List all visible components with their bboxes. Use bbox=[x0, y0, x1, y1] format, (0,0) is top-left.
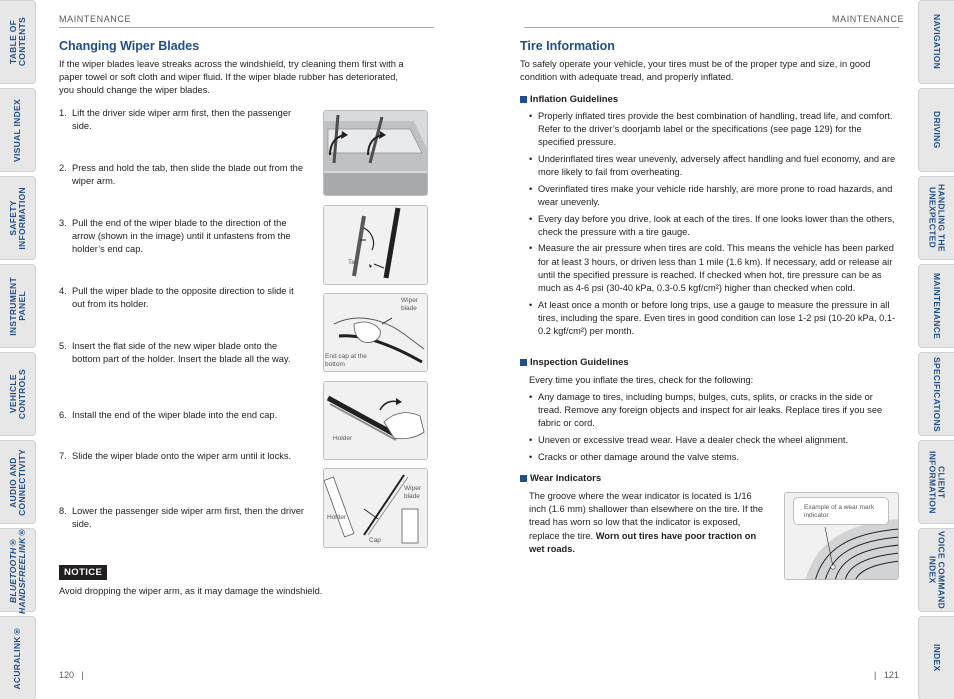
step-8 bbox=[59, 505, 304, 531]
list-item: • Cracks or other damage around the valve stems. bbox=[529, 451, 899, 464]
wiper-arms-illustration bbox=[323, 110, 428, 196]
section-square-icon bbox=[520, 96, 527, 103]
tab-label: ACURALINK® bbox=[12, 626, 23, 690]
label-tab: Tab bbox=[348, 259, 359, 266]
tab-label: NAVIGATION bbox=[931, 14, 942, 70]
step-text: Press and hold the tab, then slide the blade out from the wiper arm. bbox=[72, 163, 304, 187]
left-section-tabs bbox=[0, 0, 36, 699]
left-running-header: MAINTENANCE bbox=[59, 14, 132, 24]
section-square-icon bbox=[520, 359, 527, 366]
list-item: • Underinflated tires wear unevenly, adversely affect handling and fuel economy, and are more likely to fail from overheating. bbox=[529, 153, 899, 179]
wear-text bbox=[529, 490, 769, 556]
notice-text: Avoid dropping the wiper arm, as it may damage the windshield. bbox=[59, 586, 323, 596]
tab-index[interactable] bbox=[918, 616, 954, 699]
step-number: 1. bbox=[59, 108, 67, 118]
tab-label: HANDLING THE UNEXPECTED bbox=[927, 184, 947, 252]
step-number: 4. bbox=[59, 286, 67, 296]
tab-label: MAINTENANCE bbox=[931, 272, 942, 340]
tab-maintenance[interactable] bbox=[918, 264, 954, 348]
inspection-heading bbox=[520, 357, 629, 368]
tab-safety-information[interactable] bbox=[0, 176, 36, 260]
tab-label: DRIVING bbox=[931, 111, 942, 149]
label-wiper-blade: Wiper blade bbox=[401, 297, 418, 312]
step-number: 5. bbox=[59, 341, 67, 351]
step-text: Lift the driver side wiper arm first, then the passenger side. bbox=[72, 108, 292, 132]
step-number: 8. bbox=[59, 506, 67, 516]
tab-label: AUDIO AND CONNECTIVITY bbox=[7, 448, 27, 516]
step-4 bbox=[59, 285, 304, 311]
right-section-tabs bbox=[918, 0, 954, 699]
page-number-left: 120 | bbox=[59, 670, 84, 680]
step-5 bbox=[59, 340, 304, 366]
step-number: 6. bbox=[59, 410, 67, 420]
tab-visual-index[interactable] bbox=[0, 88, 36, 172]
step-number: 3. bbox=[59, 218, 67, 228]
left-header-rule bbox=[59, 27, 434, 28]
page-title-wiper: Changing Wiper Blades bbox=[59, 39, 200, 53]
tab-label: INSTRUMENT PANEL bbox=[7, 276, 27, 336]
tab-handling-unexpected[interactable] bbox=[918, 176, 954, 260]
label-holder-2: Holder bbox=[327, 514, 347, 521]
label-wear-indicator: Example of a wear mark indicator bbox=[804, 504, 875, 519]
tab-driving[interactable] bbox=[918, 88, 954, 172]
tire-intro: To safely operate your vehicle, your tires must be of the proper type and size, in good condition with adequate tread, and properly inflated. bbox=[520, 59, 871, 83]
callout-box bbox=[793, 497, 889, 525]
list-item: • Properly inflated tires provide the best combination of handling, tread life, and comfort. Refer to the driver’s doorjamb label or the specifications (see page 129) for the specified pressure. bbox=[529, 110, 899, 150]
label-holder: Holder bbox=[333, 435, 353, 442]
tab-acuralink[interactable] bbox=[0, 616, 36, 699]
wiper-cap-illustration bbox=[323, 468, 428, 548]
heading-text: Inspection Guidelines bbox=[530, 357, 629, 368]
wear-body: The groove where the wear indicator is located is 1/16 inch (1.6 mm) shallower than elsewhere on the tire. If the tread has worn so low that the indicator is exposed, replace the tire. bbox=[529, 491, 764, 541]
list-item: • At least once a month or before long trips, use a gauge to measure the pressure in all tires, including the spare. Even tires in good condition can lose 1-2 psi (10-20 kPa, 0.1-0.2 kgf/cm²) per month. bbox=[529, 299, 899, 339]
tab-table-of-contents[interactable] bbox=[0, 0, 36, 84]
right-header-rule bbox=[524, 27, 899, 28]
tab-audio-connectivity[interactable] bbox=[0, 440, 36, 524]
list-item: • Uneven or excessive tread wear. Have a dealer check the wheel alignment. bbox=[529, 434, 899, 447]
step-number: 2. bbox=[59, 163, 67, 173]
wiper-intro: If the wiper blades leave streaks across the windshield, try cleaning them first with a paper towel or soft cloth and wiper fluid. If the wiper blade rubber has deteriorated, you should change the wiper blades. bbox=[59, 59, 404, 96]
tab-label: TABLE OF CONTENTS bbox=[7, 17, 27, 67]
tab-specifications[interactable] bbox=[918, 352, 954, 436]
tab-label: CLIENT INFORMATION bbox=[927, 450, 947, 514]
tab-label: BLUETOOTH® HANDSFREELINK® bbox=[7, 526, 27, 614]
inflation-list bbox=[529, 110, 899, 342]
list-item: • Overinflated tires make your vehicle ride harshly, are more prone to road hazards, and wear unevenly. bbox=[529, 183, 899, 209]
tab-label: SPECIFICATIONS bbox=[931, 356, 942, 432]
page-number-right: | 121 bbox=[874, 670, 899, 680]
tab-instrument-panel[interactable] bbox=[0, 264, 36, 348]
wear-heading bbox=[520, 473, 601, 484]
step-text: Pull the end of the wiper blade to the direction of the arrow (shown in the image) until it unfastens from the holder’s end cap. bbox=[72, 218, 291, 255]
list-item: • Every day before you drive, look at each of the tires. If one looks lower than the others, check the pressure with a tire gauge. bbox=[529, 213, 899, 239]
tab-bluetooth-handsfreelink[interactable] bbox=[0, 528, 36, 612]
inflation-heading bbox=[520, 94, 618, 105]
tab-label: VEHICLE CONTROLS bbox=[7, 368, 27, 420]
label-wiper-blade-2: Wiper blade bbox=[404, 485, 421, 500]
step-text: Install the end of the wiper blade into the end cap. bbox=[72, 410, 278, 420]
step-text: Pull the wiper blade to the opposite direction to slide it out from its holder. bbox=[72, 286, 294, 310]
tab-label: VISUAL INDEX bbox=[12, 98, 23, 162]
notice-badge: NOTICE bbox=[59, 565, 107, 580]
tab-label: SAFETY INFORMATION bbox=[7, 186, 27, 250]
tab-client-information[interactable] bbox=[918, 440, 954, 524]
page-number: 121 bbox=[883, 670, 899, 680]
wiper-endcap-illustration bbox=[323, 293, 428, 372]
label-end-cap: End cap at the bottom bbox=[325, 353, 367, 368]
tab-vehicle-controls[interactable] bbox=[0, 352, 36, 436]
page-title-tire: Tire Information bbox=[520, 39, 615, 53]
step-text: Insert the flat side of the new wiper blade onto the bottom part of the holder. Insert the blade all the way. bbox=[72, 341, 291, 365]
wiper-holder-illustration bbox=[323, 381, 428, 460]
page-number: 120 bbox=[59, 670, 75, 680]
tab-navigation[interactable] bbox=[918, 0, 954, 84]
inspection-list bbox=[529, 391, 899, 467]
tire-wear-illustration bbox=[784, 492, 899, 580]
step-3 bbox=[59, 217, 304, 257]
heading-text: Wear Indicators bbox=[530, 473, 602, 484]
list-item: • Any damage to tires, including bumps, bulges, cuts, splits, or cracks in the side or tread. Remove any foreign objects and inspect for air leaks. Replace tires if you see fabric or cord. bbox=[529, 391, 899, 431]
inspection-intro: Every time you inflate the tires, check for the following: bbox=[529, 375, 754, 385]
tab-label: INDEX bbox=[931, 644, 942, 672]
label-cap: Cap bbox=[369, 537, 381, 544]
list-item: • Measure the air pressure when tires are cold. This means the vehicle has been parked for at least 3 hours, or driven less than 1 mile (1.6 km). If necessary, add or release air until the specified pressure is reached. If checked when hot, tire pressure can be as much as 4-6 psi (30-40 kPa, 0.3-0.5 kgf/cm²) higher than checked when cold. bbox=[529, 242, 899, 295]
step-text: Lower the passenger side wiper arm first, then the driver side. bbox=[72, 506, 305, 530]
wear-warning: Worn out tires have poor traction on wet roads. bbox=[529, 530, 757, 554]
tab-label: VOICE COMMAND INDEX bbox=[927, 530, 947, 610]
step-2 bbox=[59, 162, 304, 188]
right-running-header: MAINTENANCE bbox=[832, 14, 905, 24]
tab-voice-command-index[interactable] bbox=[918, 528, 954, 612]
step-1 bbox=[59, 107, 304, 133]
wiper-tab-illustration bbox=[323, 205, 428, 285]
step-6 bbox=[59, 409, 304, 422]
heading-text: Inflation Guidelines bbox=[530, 94, 619, 105]
step-number: 7. bbox=[59, 451, 67, 461]
section-square-icon bbox=[520, 475, 527, 482]
step-7 bbox=[59, 450, 304, 463]
step-text: Slide the wiper blade onto the wiper arm until it locks. bbox=[72, 451, 292, 461]
